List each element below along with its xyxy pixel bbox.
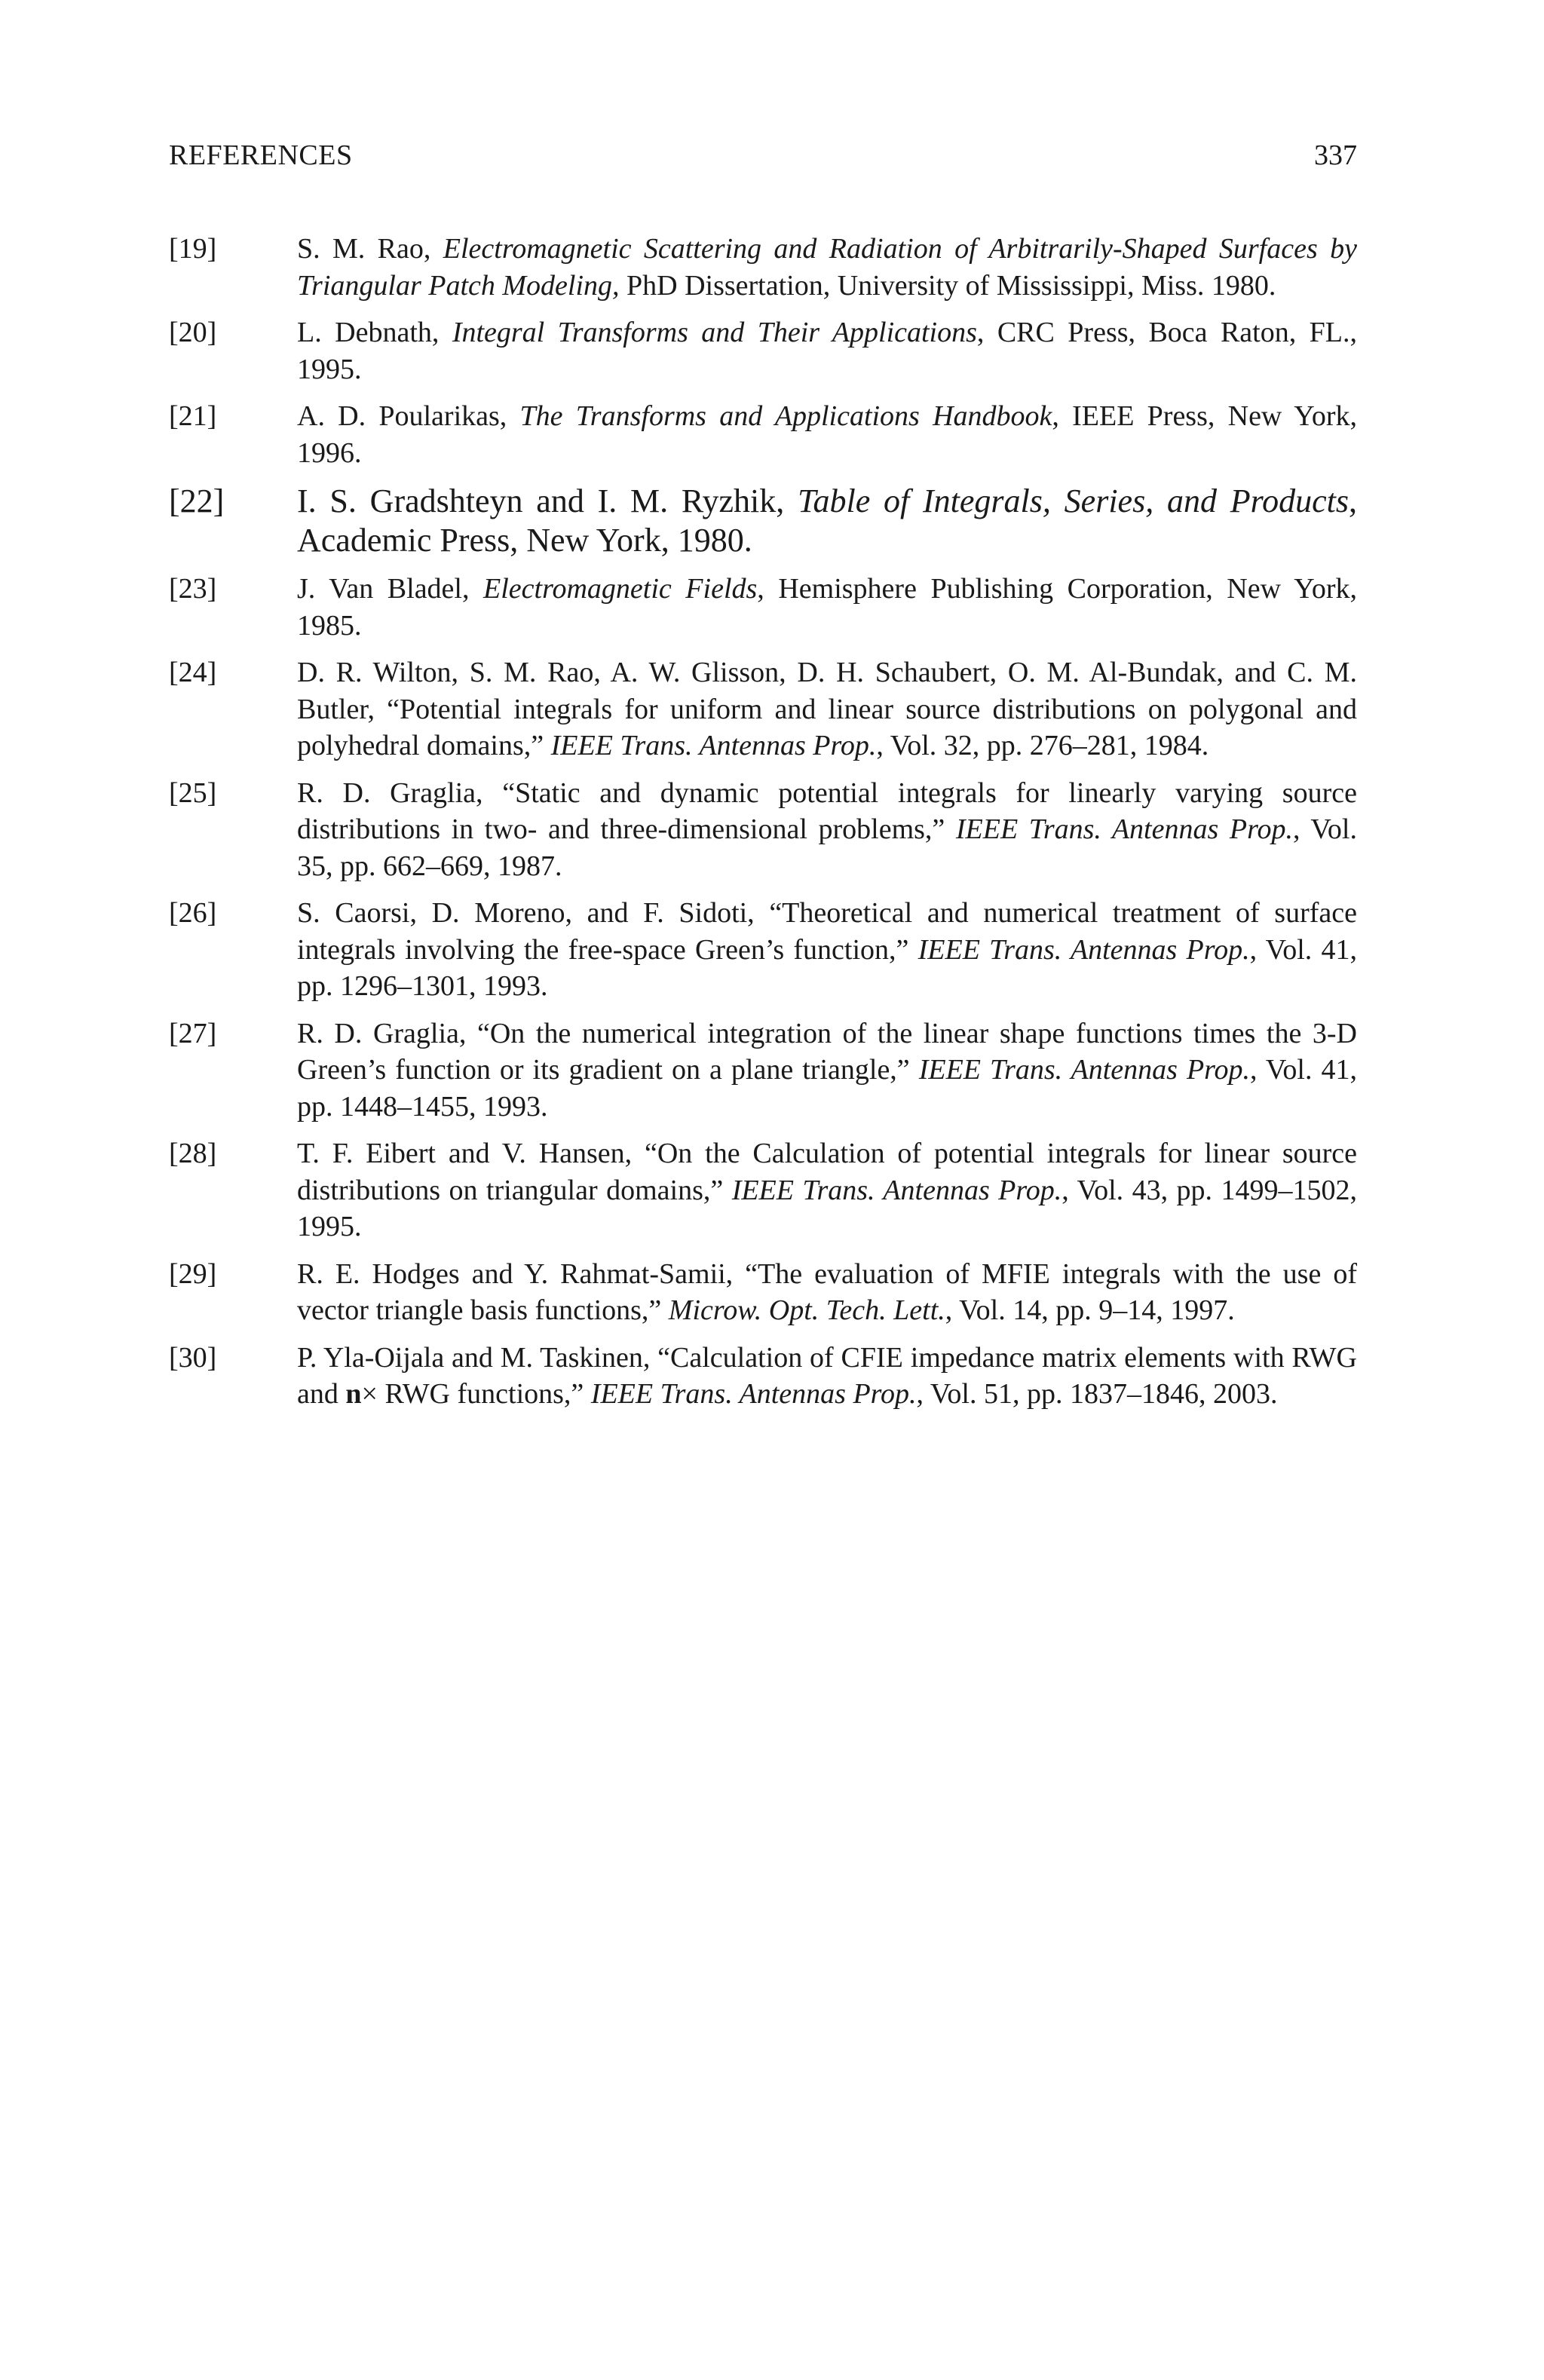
reference-text-segment: I. S. Gradshteyn and I. M. Ryzhik, [297, 482, 798, 519]
reference-text-segment: , CRC Press, Boca Raton, FL., 1995. [297, 317, 1358, 385]
reference-italic-title: Electromagnetic Scattering and Radiation of Arbitrarily-Shaped Surfaces by Triangular Patch Modeling, [297, 233, 1357, 302]
page-number: 337 [1314, 139, 1357, 171]
reference-text-segment: L. Debnath, [297, 317, 452, 348]
reference-italic-title: IEEE Trans. Antennas Prop. [955, 813, 1293, 845]
reference-entry [169, 895, 1357, 1005]
reference-bold-symbol: n [345, 1378, 362, 1410]
reference-text-segment: S. M. Rao, [297, 233, 443, 265]
reference-text [297, 1015, 1357, 1126]
reference-text-segment: , Vol. 43, pp. 1499–1502, 1995. [297, 1174, 1358, 1242]
reference-text-segment: × RWG functions,” [361, 1378, 591, 1410]
reference-number: [19] [169, 233, 217, 265]
reference-italic-title: Table of Integrals, Series, and Products [798, 482, 1349, 519]
reference-italic-title: Integral Transforms and Their Applications [452, 317, 977, 348]
reference-number: [24] [169, 657, 217, 688]
reference-italic-title: IEEE Trans. Antennas Prop. [731, 1174, 1062, 1206]
reference-entry [169, 1135, 1357, 1245]
reference-text [297, 895, 1357, 1005]
reference-number: [20] [169, 317, 217, 348]
reference-text [297, 775, 1357, 885]
reference-entry [169, 482, 1357, 560]
reference-entry [169, 398, 1357, 471]
reference-number: [27] [169, 1017, 217, 1049]
reference-text [297, 482, 1357, 560]
reference-list [169, 231, 1357, 1423]
reference-text-segment: , Vol. 41, pp. 1448–1455, 1993. [297, 1054, 1358, 1123]
reference-text [297, 314, 1357, 387]
reference-text-segment: , Vol. 41, pp. 1296–1301, 1993. [297, 933, 1358, 1002]
reference-text-segment: R. D. Graglia, “Static and dynamic potential integrals for linearly varying source distributions in two- and three-dimensional problems,” [297, 776, 1357, 845]
reference-number: [21] [169, 400, 217, 432]
reference-italic-title: IEEE Trans. Antennas Prop. [590, 1378, 917, 1410]
reference-text-segment: D. R. Wilton, S. M. Rao, A. W. Glisson, D. H. Schaubert, O. M. Al-Bundak, and C. M. Butler, “Potential integrals for uniform and linear source distributions on polygonal and polyhedral domains,” [297, 657, 1357, 761]
reference-number: [29] [169, 1257, 217, 1290]
reference-entry [169, 1256, 1357, 1329]
reference-italic-title: Electromagnetic Fields [483, 573, 758, 605]
reference-text-segment: , Academic Press, New York, 1980. [297, 482, 1357, 559]
reference-italic-title: IEEE Trans. Antennas Prop. [918, 933, 1250, 966]
reference-text-segment: , Vol. 35, pp. 662–669, 1987. [297, 813, 1357, 882]
reference-text-segment: A. D. Poularikas, [297, 400, 520, 432]
reference-number: [26] [169, 897, 217, 929]
reference-number: [22] [169, 482, 225, 519]
reference-entry [169, 1340, 1357, 1413]
reference-italic-title: IEEE Trans. Antennas Prop. [918, 1054, 1251, 1086]
reference-text-segment: P. Yla-Oijala and M. Taskinen, “Calculation of CFIE impedance matrix elements with RWG and [297, 1341, 1357, 1410]
reference-text [297, 1340, 1357, 1413]
reference-entry [169, 1015, 1357, 1126]
reference-text [297, 571, 1357, 644]
reference-text-segment: , Vol. 32, pp. 276–281, 1984. [876, 730, 1209, 761]
reference-text-segment: R. E. Hodges and Y. Rahmat-Samii, “The evaluation of MFIE integrals with the use of vector triangle basis functions,” [297, 1257, 1357, 1326]
running-head: REFERENCES [169, 139, 353, 171]
reference-number: [25] [169, 776, 217, 809]
reference-entry [169, 654, 1357, 764]
reference-text [297, 654, 1357, 764]
reference-entry [169, 314, 1357, 387]
reference-italic-title: IEEE Trans. Antennas Prop. [550, 730, 877, 761]
reference-number: [23] [169, 573, 217, 605]
reference-text [297, 398, 1357, 471]
reference-text-segment: , Vol. 51, pp. 1837–1846, 2003. [916, 1378, 1278, 1410]
reference-text-segment: R. D. Graglia, “On the numerical integration of the linear shape functions times the 3-D Green’s function or its gradient on a plane triangle,” [297, 1017, 1357, 1086]
reference-entry [169, 571, 1357, 644]
reference-italic-title: The Transforms and Applications Handbook [519, 400, 1052, 432]
reference-text-segment: , Hemisphere Publishing Corporation, New York, 1985. [297, 573, 1357, 642]
reference-text-segment: S. Caorsi, D. Moreno, and F. Sidoti, “Theoretical and numerical treatment of surface integrals involving the free-space Green’s function,” [297, 897, 1357, 966]
reference-entry [169, 231, 1357, 304]
reference-text-segment: J. Van Bladel, [297, 573, 484, 605]
reference-text-segment: PhD Dissertation, University of Mississippi, Miss. 1980. [619, 269, 1276, 302]
reference-number: [28] [169, 1138, 217, 1169]
reference-text [297, 1135, 1357, 1245]
reference-text-segment: , Vol. 14, pp. 9–14, 1997. [945, 1294, 1235, 1326]
reference-number: [30] [169, 1341, 217, 1374]
reference-text-segment: T. F. Eibert and V. Hansen, “On the Calculation of potential integrals for linear source distributions on triangular domains,” [297, 1138, 1357, 1206]
reference-italic-title: Microw. Opt. Tech. Lett. [668, 1294, 945, 1326]
reference-text-segment: , IEEE Press, New York, 1996. [297, 400, 1357, 469]
reference-text [297, 231, 1357, 304]
reference-text [297, 1256, 1357, 1329]
reference-entry [169, 775, 1357, 885]
